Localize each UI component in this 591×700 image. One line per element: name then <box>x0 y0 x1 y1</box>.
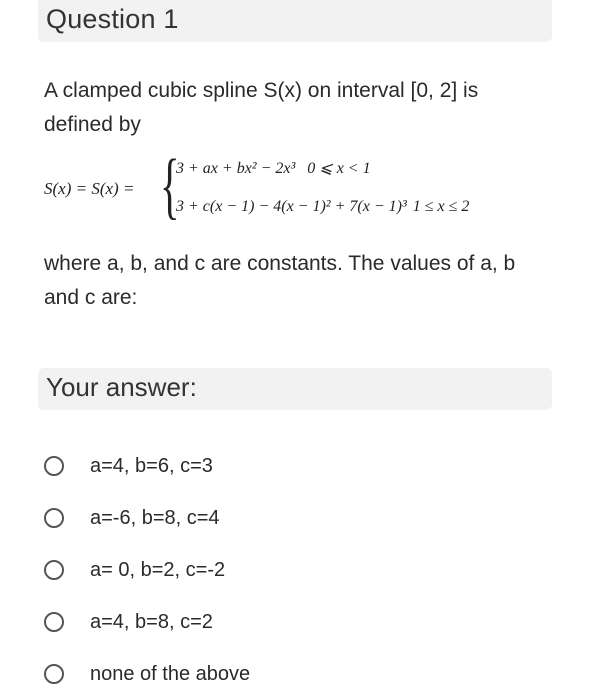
answer-option[interactable] <box>44 659 250 689</box>
case-1-condition: 0 ⩽ x < 1 <box>307 160 371 177</box>
radio-button-icon[interactable] <box>44 560 64 580</box>
answer-heading: Your answer: <box>46 372 197 402</box>
answer-option[interactable] <box>44 451 213 481</box>
answer-option-label: a=4, b=6, c=3 <box>90 454 213 477</box>
answer-option-label: none of the above <box>90 662 251 685</box>
case-2-condition: 1 ≤ x ≤ 2 <box>412 198 470 215</box>
spline-formula <box>44 145 544 232</box>
question-prompt-intro: A clamped cubic spline S(x) on interval [0, 2] is defined by <box>44 79 479 136</box>
answer-option[interactable] <box>44 503 220 533</box>
question-prompt-outro: where a, b, and c are constants. The values of a, b and c are: <box>44 252 516 309</box>
case-2-expression: 3 + c(x − 1) − 4(x − 1)² + 7(x − 1)³ <box>176 198 407 215</box>
answer-option-label: a=-6, b=8, c=4 <box>90 506 220 529</box>
radio-button-icon[interactable] <box>44 508 64 528</box>
answer-option-label: a= 0, b=2, c=-2 <box>90 558 226 581</box>
answer-option-label: a=4, b=8, c=2 <box>90 610 213 633</box>
left-brace-icon: { <box>160 145 180 227</box>
formula-case-1 <box>176 158 371 178</box>
formula-lhs: S(x) = S(x) = <box>44 179 135 198</box>
question-title: Question 1 <box>46 4 179 34</box>
radio-button-icon[interactable] <box>44 456 64 476</box>
case-1-expression: 3 + ax + bx² − 2x³ <box>176 160 296 177</box>
radio-button-icon[interactable] <box>44 664 64 684</box>
radio-button-icon[interactable] <box>44 612 64 632</box>
answer-option[interactable] <box>44 555 225 585</box>
formula-case-2 <box>176 198 469 216</box>
answer-option[interactable] <box>44 607 213 637</box>
